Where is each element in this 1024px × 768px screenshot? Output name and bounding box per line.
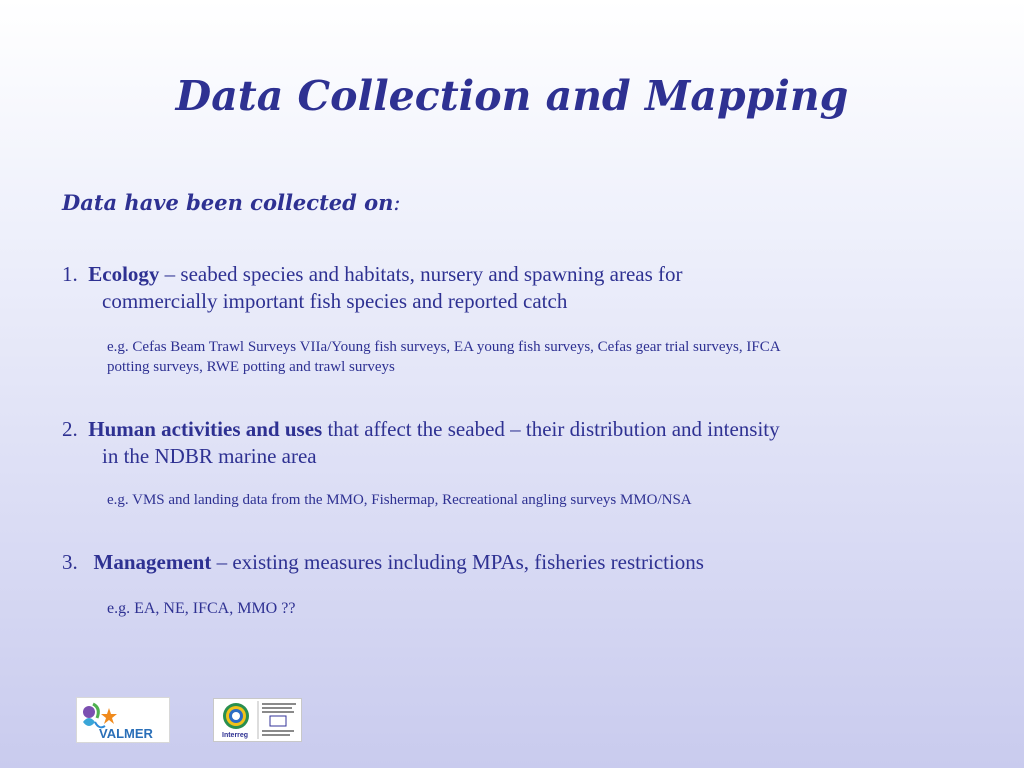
item-text-line2: commercially important fish species and reported catch — [102, 289, 568, 313]
example-management — [107, 599, 957, 619]
example-line2: potting surveys, RWE potting and trawl surveys — [107, 359, 395, 375]
valmer-logo-text: VALMER — [99, 726, 153, 741]
example-ecology — [107, 337, 957, 377]
item-text-line1: – existing measures including MPAs, fisheries restrictions — [211, 550, 704, 574]
item-number: 1. — [62, 262, 78, 286]
item-heading: Human activities and uses — [88, 417, 323, 441]
slide-title: Data Collection and Mapping — [175, 72, 849, 120]
list-item-human-activities — [62, 416, 982, 470]
valmer-logo — [76, 697, 170, 743]
item-heading: Ecology — [88, 262, 160, 286]
interreg-logo — [213, 698, 302, 742]
item-number: 2. — [62, 417, 78, 441]
interreg-logo-text: Interreg — [222, 732, 249, 739]
example-line1: e.g. Cefas Beam Trawl Surveys VIIa/Young fish surveys, EA young fish surveys, Cefas gear trial surveys, IFCA — [107, 339, 781, 355]
item-text-line1: – seabed species and habitats, nursery and spawning areas for — [159, 262, 683, 286]
example-line1: e.g. VMS and landing data from the MMO, Fishermap, Recreational angling surveys MMO/NSA — [107, 492, 692, 508]
list-item-ecology — [62, 261, 982, 315]
item-text-line2: in the NDBR marine area — [102, 444, 317, 468]
example-human-activities — [107, 490, 957, 510]
item-number: 3. — [62, 550, 78, 574]
list-item-management — [62, 549, 982, 576]
interreg-logo-icon — [214, 699, 301, 741]
item-heading: Management — [93, 550, 212, 574]
example-line1: e.g. EA, NE, IFCA, MMO ?? — [107, 600, 296, 617]
item-text-line1: that affect the seabed – their distribution and intensity — [322, 417, 780, 441]
valmer-logo-icon — [77, 698, 169, 742]
intro-colon: : — [393, 191, 401, 215]
intro-heading — [62, 189, 400, 217]
intro-text: Data have been collected on — [62, 190, 394, 215]
